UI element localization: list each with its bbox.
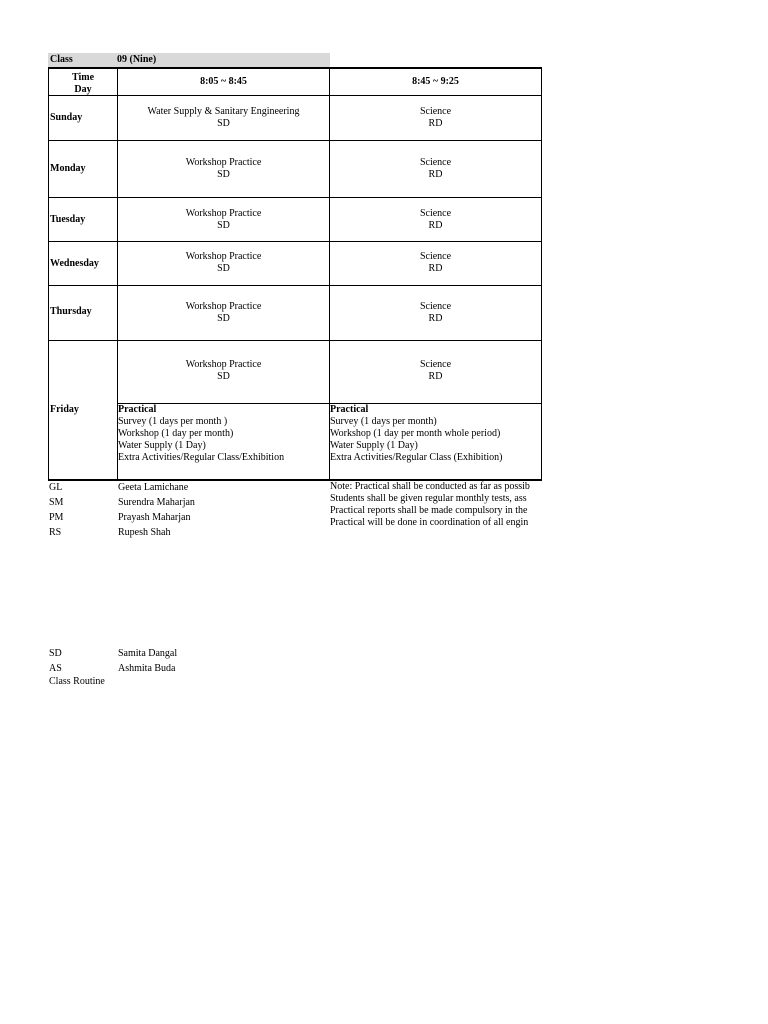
legend-name: Surendra Maharjan	[118, 497, 195, 508]
legend-abbr: RS	[49, 527, 62, 538]
legend-name: Ashmita Buda	[118, 663, 176, 674]
teacher-text: SD	[217, 263, 230, 274]
practical-title: Practical	[330, 404, 369, 415]
teacher-text: SD	[217, 118, 230, 129]
practical-line: Survey (1 days per month)	[330, 416, 437, 427]
class-cell	[118, 208, 329, 232]
class-cell	[330, 251, 541, 275]
class-cell	[118, 106, 329, 130]
legend-abbr: GL	[49, 482, 63, 493]
legend-name: Rupesh Shah	[118, 527, 171, 538]
teacher-text: RD	[428, 263, 443, 274]
row-divider	[48, 285, 542, 286]
legend-name: Geeta Lamichane	[118, 482, 189, 493]
practical-line: Workshop (1 day per month whole period)	[330, 428, 501, 439]
subject-text: Science	[419, 208, 452, 219]
practical-line: Survey (1 days per month )	[118, 416, 228, 427]
class-label: Class	[50, 54, 73, 65]
class-cell	[330, 208, 541, 232]
teacher-text: SD	[217, 220, 230, 231]
note-line: Practical will be done in coordination of all engin	[330, 517, 529, 528]
col-divider	[541, 67, 542, 480]
class-value: 09 (Nine)	[117, 54, 157, 65]
legend-abbr: PM	[49, 512, 64, 523]
row-divider	[48, 340, 542, 341]
class-cell	[330, 301, 541, 325]
note-line: Note: Practical shall be conducted as far as possib	[330, 481, 530, 492]
practical-line: Water Supply (1 Day)	[118, 440, 206, 451]
corner-time-label: Time	[71, 72, 95, 83]
teacher-text: RD	[428, 313, 443, 324]
day-label: Friday	[50, 404, 79, 415]
teacher-text: RD	[428, 371, 443, 382]
subject-text: Science	[419, 106, 452, 117]
note-line: Students shall be given regular monthly tests, ass	[330, 493, 527, 504]
legend-name: Samita Dangal	[118, 648, 178, 659]
period-header-2: 8:45 ~ 9:25	[412, 76, 459, 87]
practical-line: Extra Activities/Regular Class (Exhibition)	[330, 452, 503, 463]
day-label: Monday	[50, 163, 86, 174]
day-label: Tuesday	[50, 214, 86, 225]
teacher-text: SD	[217, 371, 230, 382]
subject-text: Science	[419, 359, 452, 370]
corner-header	[48, 72, 118, 96]
row-divider	[48, 197, 542, 198]
row-divider	[48, 140, 542, 141]
day-label: Sunday	[50, 112, 83, 123]
footer-label: Class Routine	[49, 676, 105, 687]
class-cell	[118, 157, 329, 181]
class-cell	[118, 251, 329, 275]
subject-text: Water Supply & Sanitary Engineering	[147, 106, 300, 117]
teacher-text: RD	[428, 118, 443, 129]
legend-abbr: AS	[49, 663, 62, 674]
practical-line: Water Supply (1 Day)	[330, 440, 418, 451]
teacher-text: SD	[217, 313, 230, 324]
period-header-1: 8:05 ~ 8:45	[200, 76, 247, 87]
note-line: Practical reports shall be made compulsory in the	[330, 505, 528, 516]
practical-title: Practical	[118, 404, 157, 415]
day-label: Wednesday	[50, 258, 99, 269]
class-cell	[118, 301, 329, 325]
day-label: Thursday	[50, 306, 92, 317]
teacher-text: RD	[428, 169, 443, 180]
class-cell	[330, 106, 541, 130]
practical-line: Workshop (1 day per month)	[118, 428, 234, 439]
teacher-text: SD	[217, 169, 230, 180]
subject-text: Workshop Practice	[185, 301, 262, 312]
row-divider	[48, 241, 542, 242]
legend-abbr: SD	[49, 648, 62, 659]
legend-abbr: SM	[49, 497, 64, 508]
practical-block	[118, 404, 284, 464]
subject-text: Workshop Practice	[185, 359, 262, 370]
subject-text: Science	[419, 301, 452, 312]
subject-text: Workshop Practice	[185, 251, 262, 262]
col-divider	[48, 67, 49, 480]
class-cell	[330, 359, 541, 383]
notes-block	[330, 481, 542, 529]
subject-text: Science	[419, 251, 452, 262]
class-header-band	[48, 53, 330, 67]
practical-block	[330, 404, 502, 464]
teacher-text: RD	[428, 220, 443, 231]
practical-line: Extra Activities/Regular Class/Exhibition	[118, 452, 285, 463]
table-top-border	[48, 67, 542, 69]
class-cell	[118, 359, 329, 383]
class-cell	[330, 157, 541, 181]
corner-day-label: Day	[74, 84, 92, 95]
subject-text: Workshop Practice	[185, 157, 262, 168]
subject-text: Science	[419, 157, 452, 168]
subject-text: Workshop Practice	[185, 208, 262, 219]
legend-name: Prayash Maharjan	[118, 512, 191, 523]
row-divider	[48, 95, 542, 96]
